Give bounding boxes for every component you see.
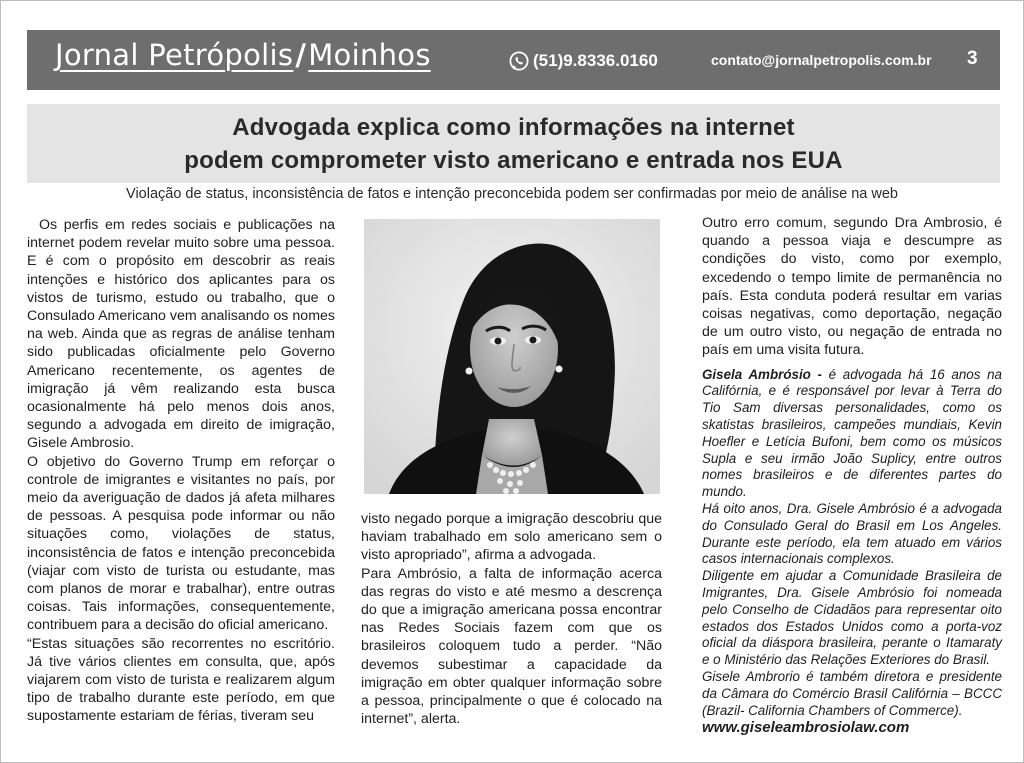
bio-text: é advogada há 16 anos na Califórnia, e é responsável por levar à Terra do Tio Sam diversas personalidades, como os skatistas brasileiros, campeões mundiais, Kevin Hoefler e Letícia Bufoni, bem como os músicos Supla e seu irmão João Suplicy, entre outros nomes brasileiros e de diferentes partes do mundo.: [702, 366, 1002, 500]
column2-paragraph: Para Ambrósio, a falta de informação acerca das regras do visto e até mesmo a descrença do que a imigração americana possa encontrar nas Redes Sociais fazem com que os brasileiros coloquem tudo a perder. “Não devemos subestimar a capacidade da imigração em obter qualquer informação sobre a pessoa, principalmente o que é colocado na internet”, alerta.: [361, 565, 662, 728]
headline-line-2: podem comprometer visto americano e entrada nos EUA: [184, 147, 843, 174]
headline-line-1: Advogada explica como informações na internet: [232, 114, 795, 141]
column1-paragraph: “Estas situações são recorrentes no escritório. Já tive vários clientes em consulta, que, após viajarem com visto de turista e realizarem algum tipo de trabalho durante este período, em que supostamente estariam de férias, tiveram seu: [27, 635, 335, 725]
column2-paragraph: visto negado porque a imigração descobriu que haviam trabalhado em solo americano sem o visto apropriado”, afirma a advogada.: [361, 511, 662, 564]
portrait-illustration: [364, 219, 660, 494]
title-moinhos: Moinhos: [308, 38, 431, 72]
phone-number: (51)9.8336.0160: [533, 51, 658, 70]
bio-paragraph: Há oito anos, Dra. Gisele Ambrósio é a advogada do Consulado Geral do Brasil em Los Angeles. Durante este período, ela tem atuado em vários casos internacionais complexos.: [702, 501, 1002, 567]
masthead: [27, 30, 1000, 90]
column3-paragraph: Outro erro comum, segundo Dra Ambrosio, é quando a pessoa viaja e descumpre as condições do visto, como por exemplo, excedendo o tempo limite de permanência no país. Esta conduta poderá resultar em varias coisas negativas, como deportação, negação de um outro visto, ou negação de entrada no país em uma visita futura.: [702, 215, 1002, 359]
contact-email: contato@jornalpetropolis.com.br: [711, 52, 932, 68]
title-petropolis: Jornal Petrópolis: [55, 38, 294, 72]
subheadline: Violação de status, inconsistência de fatos e intenção preconcebida podem ser confirmadas por meio de análise na web: [126, 186, 898, 202]
article-column-1: [27, 216, 335, 726]
article-column-3: [702, 214, 1002, 738]
author-bio: [702, 367, 1002, 720]
bio-paragraph: Diligente em ajudar a Comunidade Brasileira de Imigrantes, Dra. Gisele Ambrósio foi nomeada pelo Conselho de Cidadãos para representar oito estados dos Estados Unidos como a porta-voz oficial da diáspora brasileira, perante o Itamaraty e o Ministério das Relações Exteriores do Brasil.: [702, 568, 1002, 668]
bio-paragraph: [702, 367, 1002, 501]
page-number: 3: [967, 48, 978, 69]
column1-paragraph: O objetivo do Governo Trump em reforçar o controle de imigrantes e visitantes no país, por meio da averiguação de dados já afeta milhares de pessoas. A pesquisa pode informar ou não situações como, violações de status, inconsistência de fatos e intenção preconcebida (viajar com visto de turista ou estudante, mas com planos de morar e trabalhar), entre outras coisas. Tais informações, consequentemente, contribuem para a decisão do oficial americano.: [27, 453, 335, 634]
website-link[interactable]: www.giseleambrosiolaw.com: [702, 719, 910, 737]
title-slash: /: [295, 38, 307, 72]
newspaper-title: [55, 38, 431, 72]
whatsapp-icon: [508, 50, 530, 72]
column1-paragraph: Os perfis em redes sociais e publicações na internet podem revelar muito sobre uma pessoa. E é com o propósito em descobrir as reais intenções e histórico dos aplicantes para os vistos de turismo, estudo ou trabalho, que o Consulado Americano vem analisando os nomes na web. Ainda que as regras de análise tenham sido publicadas oficialmente pelo Governo Americano recentemente, os agentes de imigração já vêm realizando esta busca ocasionalmente há pelo menos dois anos, segundo a advogada em direito de imigração, Gisele Ambrosio.: [27, 217, 335, 452]
headline-box: [27, 104, 1000, 183]
article-column-2: [361, 510, 662, 728]
phone-contact: [508, 50, 658, 72]
portrait-photo: [364, 219, 660, 494]
bio-name: Gisela Ambrósio -: [702, 366, 822, 382]
bio-paragraph: Gisele Ambrorio é também diretora e presidente da Câmara do Comércio Brasil Califórnia – BCCC (Brazil- California Chambers of Commerce).: [702, 668, 1002, 718]
